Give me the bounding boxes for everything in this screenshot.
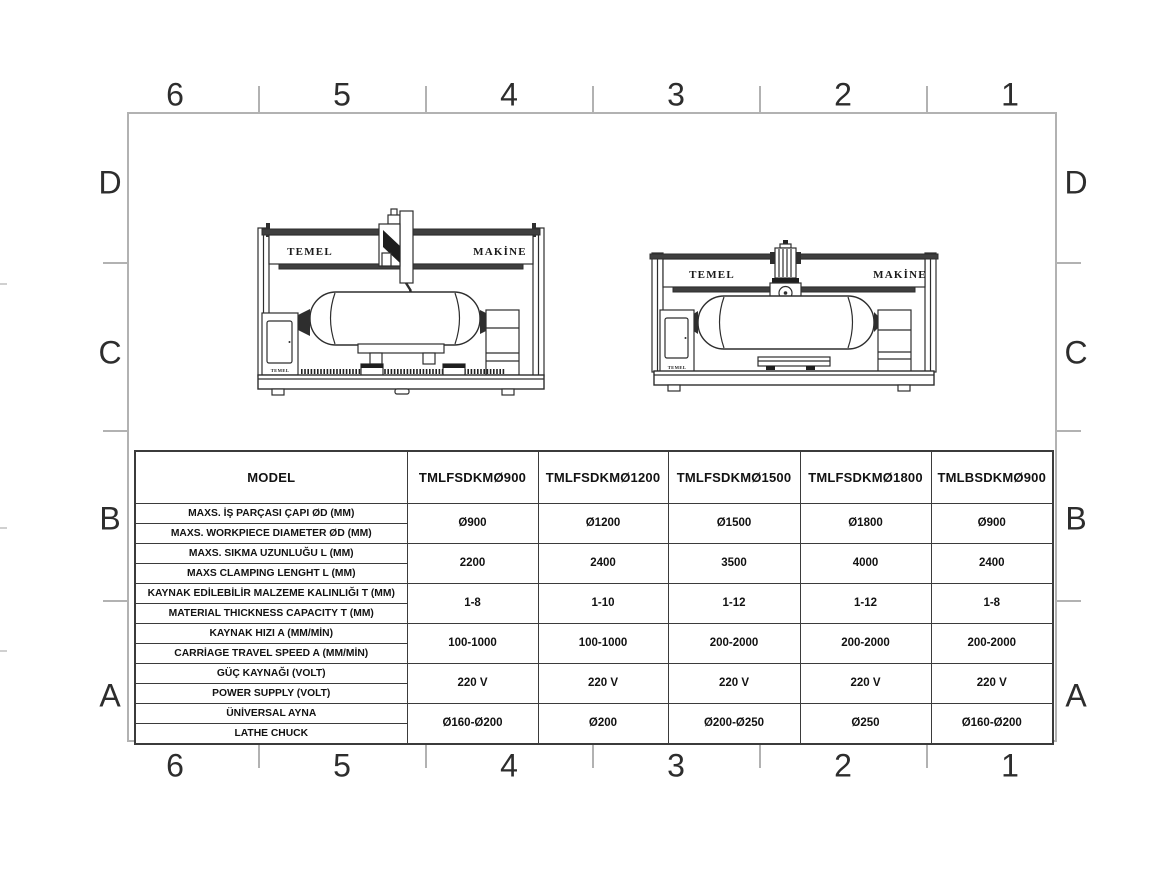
headstock-cabinet [660,310,694,373]
tank-workpiece [298,292,488,345]
grid-tick [592,86,594,112]
tailstock [878,310,911,373]
spec-value-cell: 2400 [931,543,1053,583]
grid-column-label: 1 [1001,76,1019,113]
spec-value-cell: 220 V [800,663,931,703]
grid-column-label: 6 [166,76,184,113]
spec-value-cell: 200-2000 [800,623,931,663]
spec-row-clamping-length [135,543,1053,563]
grid-column-label: 6 [166,747,184,784]
grid-column-label: 1 [1001,747,1019,784]
spec-row-workpiece-diameter [135,503,1053,523]
grid-column-label: 4 [500,747,518,784]
brand-text-left: TEMEL [689,269,735,281]
grid-tick [425,742,427,768]
base-rail [654,371,934,391]
headstock-cabinet [262,313,298,375]
model-name-cell: TMLFSDKMØ900 [407,451,538,503]
grid-tick [103,600,127,602]
spec-value-cell: Ø200 [538,703,668,744]
spec-value-cell: 4000 [800,543,931,583]
support-stand [758,357,830,370]
tailstock [486,310,519,375]
model-header-cell: MODEL [135,451,407,503]
grid-row-label: C [1064,334,1088,371]
spec-value-cell: Ø900 [407,503,538,543]
spec-label-cell: CARRİAGE TRAVEL SPEED A (MM/MİN) [135,643,407,663]
grid-row-label: A [1065,677,1087,714]
grid-row-label: D [98,164,122,201]
spec-value-cell: Ø1800 [800,503,931,543]
machine-diagram-left [255,206,547,396]
spec-value-cell: 220 V [407,663,538,703]
chuck-cone [298,309,310,336]
spec-value-cell: 1-10 [538,583,668,623]
spec-label-cell: MAXS CLAMPING LENGHT L (MM) [135,563,407,583]
spec-value-cell: Ø1200 [538,503,668,543]
sheet-edge-mark [0,650,7,652]
spec-label-cell: MAXS. WORKPIECE DIAMETER ØD (MM) [135,523,407,543]
sheet-edge-mark [0,527,7,529]
spec-value-cell: Ø200-Ø250 [668,703,800,744]
grid-row-label: B [1065,500,1087,537]
grid-row-label: D [1064,164,1088,201]
grid-tick [926,742,928,768]
spec-label-cell: LATHE CHUCK [135,723,407,744]
grid-tick [258,742,260,768]
spec-value-cell: Ø160-Ø200 [407,703,538,744]
spec-value-cell: 100-1000 [407,623,538,663]
grid-column-label: 2 [834,76,852,113]
spec-value-cell: 2200 [407,543,538,583]
grid-tick [759,86,761,112]
spec-row-power-supply [135,663,1053,683]
spec-value-cell: 200-2000 [931,623,1053,663]
grid-tick [1057,262,1081,264]
model-name-cell: TMLBSDKMØ900 [931,451,1053,503]
spec-label-cell: MAXS. SIKMA UZUNLUĞU L (MM) [135,543,407,563]
grid-row-label: C [98,334,122,371]
grid-column-label: 5 [333,76,351,113]
spec-row-travel-speed [135,623,1053,643]
model-name-cell: TMLFSDKMØ1800 [800,451,931,503]
spec-label-cell: MATERIAL THICKNESS CAPACITY T (MM) [135,603,407,623]
grid-tick [1057,430,1081,432]
spec-label-cell: KAYNAK EDİLEBİLİR MALZEME KALINLIĞI T (MM) [135,583,407,603]
spec-label-cell: MAXS. İŞ PARÇASI ÇAPI ØD (MM) [135,503,407,523]
spec-value-cell: 200-2000 [668,623,800,663]
grid-column-label: 3 [667,76,685,113]
grid-tick [258,86,260,112]
cabinet-label: TEMEL [270,368,290,373]
model-name-cell: TMLFSDKMØ1200 [538,451,668,503]
grid-tick [1057,600,1081,602]
base-rail [258,375,544,395]
tank-workpiece [692,296,878,349]
spec-label-cell: ÜNİVERSAL AYNA [135,703,407,723]
grid-row-label: B [99,500,121,537]
sheet-edge-mark [0,283,7,285]
spec-value-cell: 1-12 [800,583,931,623]
spec-value-cell: Ø250 [800,703,931,744]
grid-row-label: A [99,677,121,714]
grid-tick [759,742,761,768]
grid-tick [425,86,427,112]
spec-value-cell: Ø1500 [668,503,800,543]
brand-text-left: TEMEL [287,246,333,258]
spec-row-lathe-chuck [135,703,1053,723]
grid-tick [926,86,928,112]
spec-row-material-thickness [135,583,1053,603]
spec-value-cell: 100-1000 [538,623,668,663]
spec-value-cell: 1-8 [407,583,538,623]
spec-label-cell: KAYNAK HIZI A (MM/MİN) [135,623,407,643]
spec-value-cell: 2400 [538,543,668,583]
model-name-cell: TMLFSDKMØ1500 [668,451,800,503]
machine-diagram-right [648,240,940,396]
spec-value-cell: 220 V [538,663,668,703]
spec-table-header-row [135,451,1053,503]
spec-value-cell: 220 V [668,663,800,703]
grid-tick [592,742,594,768]
grid-column-label: 4 [500,76,518,113]
spec-value-cell: 1-12 [668,583,800,623]
door-handle [289,341,291,343]
grid-column-label: 2 [834,747,852,784]
grid-column-label: 5 [333,747,351,784]
spec-value-cell: 1-8 [931,583,1053,623]
grid-tick [103,430,127,432]
support-stand [358,344,465,376]
spec-table [134,450,1054,745]
spec-value-cell: 3500 [668,543,800,583]
spec-value-cell: Ø900 [931,503,1053,543]
brand-text-right: MAKİNE [473,246,527,258]
brand-text-right: MAKİNE [873,269,927,281]
grid-tick [103,262,127,264]
spec-value-cell: Ø160-Ø200 [931,703,1053,744]
grid-column-label: 3 [667,747,685,784]
spec-label-cell: GÜÇ KAYNAĞI (VOLT) [135,663,407,683]
spec-label-cell: POWER SUPPLY (VOLT) [135,683,407,703]
spec-value-cell: 220 V [931,663,1053,703]
door-handle [685,337,687,339]
cabinet-label: TEMEL [667,365,687,370]
